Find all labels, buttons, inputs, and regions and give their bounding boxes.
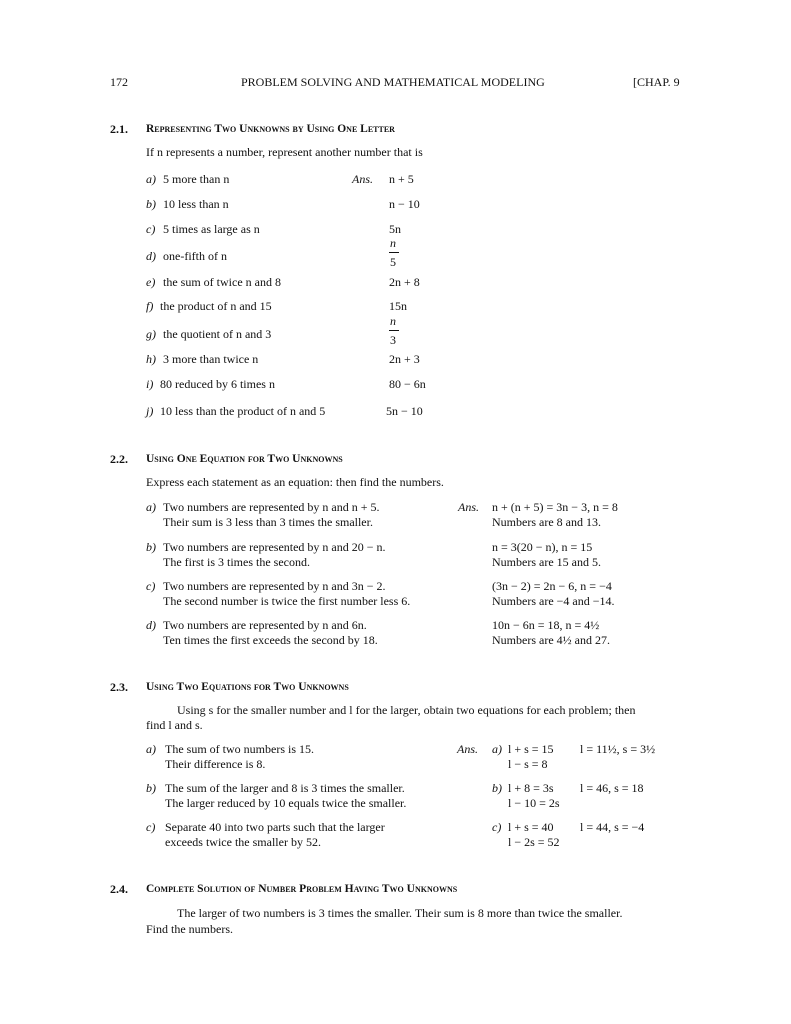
ans-label: Ans.	[352, 172, 373, 186]
fraction-bar	[389, 330, 399, 331]
item-answer: Numbers are 15 and 5.	[492, 555, 601, 569]
item-label: f)	[146, 299, 154, 313]
item-line: Ten times the first exceeds the second by 18.	[163, 633, 378, 647]
answer-equation: l + 8 = 3s	[508, 781, 554, 795]
item-label: b)	[146, 781, 156, 795]
section-intro: Using s for the smaller number and l for the larger, obtain two equations for each problem; then	[177, 703, 636, 717]
item-answer: 5n	[389, 222, 401, 236]
item-text: the quotient of n and 3	[163, 327, 272, 341]
answer-fraction	[389, 237, 399, 268]
item-text: 10 less than n	[163, 197, 229, 211]
item-answer: n + 5	[389, 172, 414, 186]
answer-equation: l − 2s = 52	[508, 835, 560, 849]
item-text: 5 more than n	[163, 172, 230, 186]
item-answer: n + (n + 5) = 3n − 3, n = 8	[492, 500, 618, 514]
section-intro: Express each statement as an equation: then find the numbers.	[146, 475, 444, 489]
item-answer: 2n + 8	[389, 275, 420, 289]
section-number: 2.2.	[110, 452, 128, 466]
answer-solution: l = 11½, s = 3½	[580, 742, 656, 756]
item-answer: n − 10	[389, 197, 420, 211]
item-text: the sum of twice n and 8	[163, 275, 281, 289]
answer-equation: l + s = 40	[508, 820, 554, 834]
section-title: Using One Equation for Two Unknowns	[146, 453, 343, 465]
page-number: 172	[110, 75, 128, 89]
answer-label: b)	[492, 781, 502, 795]
section-intro: Find the numbers.	[146, 922, 233, 936]
item-label: b)	[146, 540, 156, 554]
item-answer: Numbers are 4½ and 27.	[492, 633, 610, 647]
item-answer: 5n − 10	[386, 404, 423, 418]
answer-equation: l − 10 = 2s	[508, 796, 560, 810]
fraction-bar	[389, 252, 399, 253]
item-line: Two numbers are represented by n and 20 − n.	[163, 540, 386, 554]
fraction-denominator: 3	[390, 333, 396, 347]
answer-solution: l = 44, s = −4	[580, 820, 645, 834]
answer-solution: l = 46, s = 18	[580, 781, 644, 795]
item-line: Two numbers are represented by n and n + 5.	[163, 500, 380, 514]
item-answer: 10n − 6n = 18, n = 4½	[492, 618, 600, 632]
item-line: Separate 40 into two parts such that the larger	[165, 820, 385, 834]
ans-label: Ans.	[458, 500, 479, 514]
answer-label: c)	[492, 820, 502, 834]
section-number: 2.1.	[110, 122, 128, 136]
item-answer: 2n + 3	[389, 352, 420, 366]
item-text: one-fifth of n	[163, 249, 227, 263]
fraction-denominator: 5	[390, 255, 396, 269]
item-label: a)	[146, 500, 156, 514]
item-answer: Numbers are 8 and 13.	[492, 515, 601, 529]
item-line: Their difference is 8.	[165, 757, 266, 771]
item-label: c)	[146, 579, 156, 593]
fraction-numerator: n	[390, 314, 396, 328]
item-text: 80 reduced by 6 times n	[160, 377, 275, 391]
item-line: The larger reduced by 10 equals twice the smaller.	[165, 796, 407, 810]
item-line: Two numbers are represented by n and 3n − 2.	[163, 579, 386, 593]
item-label: b)	[146, 197, 156, 211]
section-intro: find l and s.	[146, 718, 203, 732]
item-label: j)	[146, 404, 154, 418]
item-label: e)	[146, 275, 156, 289]
answer-fraction	[389, 315, 399, 346]
item-line: exceeds twice the smaller by 52.	[165, 835, 321, 849]
answer-equation: l − s = 8	[508, 757, 548, 771]
item-label: g)	[146, 327, 156, 341]
item-line: The sum of the larger and 8 is 3 times the smaller.	[165, 781, 405, 795]
item-label: h)	[146, 352, 156, 366]
item-text: 5 times as large as n	[163, 222, 260, 236]
item-line: The first is 3 times the second.	[163, 555, 310, 569]
item-line: The second number is twice the first number less 6.	[163, 594, 411, 608]
item-answer: Numbers are −4 and −14.	[492, 594, 615, 608]
running-title: PROBLEM SOLVING AND MATHEMATICAL MODELING	[241, 75, 545, 89]
item-line: Two numbers are represented by n and 6n.	[163, 618, 367, 632]
item-label: a)	[146, 742, 156, 756]
answer-label: a)	[492, 742, 502, 756]
item-label: i)	[146, 377, 154, 391]
item-text: 10 less than the product of n and 5	[160, 404, 326, 418]
item-line: The sum of two numbers is 15.	[165, 742, 314, 756]
item-label: d)	[146, 618, 156, 632]
item-text: 3 more than twice n	[163, 352, 259, 366]
section-title: Using Two Equations for Two Unknowns	[146, 681, 349, 693]
item-answer: 80 − 6n	[389, 377, 426, 391]
section-intro: The larger of two numbers is 3 times the smaller. Their sum is 8 more than twice the smaller.	[177, 906, 623, 920]
fraction-numerator: n	[390, 236, 396, 250]
ans-label: Ans.	[457, 742, 478, 756]
answer-equation: l + s = 15	[508, 742, 554, 756]
item-answer: n = 3(20 − n), n = 15	[492, 540, 593, 554]
item-label: d)	[146, 249, 156, 263]
section-number: 2.3.	[110, 680, 128, 694]
item-answer: (3n − 2) = 2n − 6, n = −4	[492, 579, 612, 593]
item-line: Their sum is 3 less than 3 times the smaller.	[163, 515, 373, 529]
section-title: Complete Solution of Number Problem Having Two Unknowns	[146, 883, 458, 895]
item-text: the product of n and 15	[160, 299, 272, 313]
section-title: Representing Two Unknowns by Using One Letter	[146, 123, 395, 135]
item-label: a)	[146, 172, 156, 186]
chapter-label: [CHAP. 9	[633, 75, 680, 89]
item-label: c)	[146, 820, 156, 834]
section-number: 2.4.	[110, 882, 128, 896]
item-label: c)	[146, 222, 156, 236]
item-answer: 15n	[389, 299, 407, 313]
section-intro: If n represents a number, represent another number that is	[146, 145, 423, 159]
